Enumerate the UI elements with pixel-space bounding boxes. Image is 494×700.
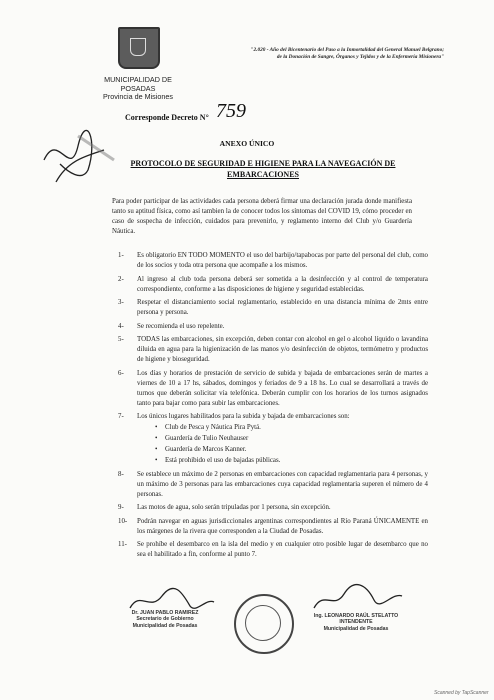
rule-item: [118, 369, 428, 409]
rule-number: 2-: [118, 275, 124, 283]
mayor-signature-block: [306, 613, 406, 632]
rule-number: 3-: [118, 299, 124, 306]
municipality-heading: [94, 76, 182, 102]
secretary-role: Secretario de Gobierno: [136, 616, 194, 623]
rule-number: 7-: [118, 413, 124, 420]
rule-number: 11-: [118, 541, 127, 548]
decree-label: Corresponde Decreto N°: [125, 113, 209, 122]
secretary-org: Municipalidad de Posadas: [132, 622, 198, 629]
rule-item: [118, 275, 428, 295]
intro-paragraph: Para poder participar de las actividades cada persona deberá firmar una declaración jurada donde manifiesta tanto su aptitud física, como así tambien la de conocer todos los síntomas del COVID 19, cómo proceder en caso de sospecha de infección, cuidados para prevenirlo, y reglamento interno del Club y/o Guardería Náutica.: [112, 198, 412, 235]
secretary-signature-block: [110, 610, 220, 629]
rules-list: [118, 251, 428, 564]
rule-text: Respetar el distanciamiento social reglamentario, establecido en una distancia mínima de 2mts entre persona y persona.: [137, 299, 428, 316]
year-motto-line-1: "2.020 - Año del Bicentenario del Paso a la Inmortalidad del General Manuel Belgrano;: [250, 47, 444, 53]
municipal-crest-icon: [118, 27, 160, 69]
rule-item: [118, 470, 428, 500]
rule-item: [118, 322, 428, 332]
rule-subitem: • Está prohibido el uso de bajadas públicas.: [155, 456, 428, 466]
scanner-footer-note: Scanned by TapScanner: [434, 690, 489, 696]
rule-item: [118, 335, 428, 365]
rule-text: Podrán navegar en aguas jurisdiccionales argentinas correspondientes al Río Paraná ÚNICAMENTE en los márgenes de la rivera que corresponden a la Ciudad de Posadas.: [137, 517, 428, 535]
protocol-title: PROTOCOLO DE SEGURIDAD E HIGIENE PARA LA NAVEGACIÓN DE EMBARCACIONES: [130, 159, 396, 179]
rule-text: Los días y horarios de prestación de servicio de subida y bajada de embarcaciones serán de martes a viernes de 10 a 17 hs, sábados, domingos y feriados de 9 a 18 hs. Lo cual se desarrollará a través de turnos que deberán solicitar vía telefónica. Deberán cumplir con los horarios de los turnos asignados tanto para bajar como para subir las embarcaciones.: [137, 369, 428, 407]
rule-number: 4-: [118, 322, 124, 330]
rule-number: 5-: [118, 336, 124, 343]
rule-item: [118, 251, 428, 271]
rule-number: 8-: [118, 470, 124, 478]
rule-text: Se prohíbe el desembarco en la isla del medio y en cualquier otro posible lugar de desembarco que no sea el habilitado a fin, conforme al punto 7.: [137, 541, 428, 558]
rule-text: Los únicos lugares habilitados para la subida y bajada de embarcaciones son:: [137, 413, 350, 420]
year-motto-line-2: de la Donación de Sangre, Órganos y Tejidos y de la Enfermería Misionera": [276, 54, 444, 60]
rule-text: Es obligatorio EN TODO MOMENTO el uso del barbijo/tapabocas por parte del personal del club, como de los socios y toda otra persona que acompañe a los mismos.: [137, 252, 428, 269]
rule-text: TODAS las embarcaciones, sin excepción, deben contar con alcohol en gel o alcohol líquido o lavandina diluida en agua para la higienización de las manos y/o desinfección de objetos, termómetro y productos de higiene y bioseguridad.: [137, 336, 428, 363]
mayor-role: INTENDENTE: [339, 619, 373, 626]
rule-item: [118, 517, 428, 537]
rule-number: 6-: [118, 369, 124, 377]
mayor-name: Ing. LEONARDO RAÚL STELATTO: [313, 613, 399, 619]
rule-item: [118, 412, 428, 466]
rule-text: Se establece un máximo de 2 personas en embarcaciones con capacidad reglamentaria para 4 personas, y un máximo de 3 personas para las embarcaciones cuya capacidad reglamentaria superen el número de 4 personas.: [137, 470, 428, 498]
rule-number: 9-: [118, 504, 124, 511]
rule-item: [118, 540, 428, 560]
rule-sublist: [155, 423, 428, 466]
rule-number: 1-: [118, 252, 124, 259]
municipality-name: MUNICIPALIDAD DE POSADAS: [104, 75, 172, 93]
year-motto: [194, 47, 444, 61]
rule-item: [118, 503, 428, 513]
rule-subitem: • Guardería de Tulio Neuhauser: [155, 434, 428, 444]
rule-text: Se recomienda el uso repelente.: [137, 322, 225, 330]
rule-number: 10-: [118, 517, 128, 525]
marginal-signature-stamp: [38, 120, 118, 190]
secretary-name: Dr. JUAN PABLO RAMIREZ: [131, 610, 199, 616]
mayor-signature: [306, 582, 406, 616]
decree-number: 759: [216, 100, 246, 122]
municipal-seal-icon: [234, 594, 294, 654]
rule-subitem: • Club de Pesca y Náutica Pira Pytá.: [155, 423, 428, 433]
rule-text: Al ingreso al club toda persona deberá ser sometida a la desinfección y al control de temperatura correspondiente, conforme a las disposiciones de higiene y seguridad establecidas.: [137, 275, 428, 293]
municipality-province: Provincia de Misiones: [103, 92, 173, 101]
mayor-org: Municipalidad de Posadas: [323, 625, 389, 632]
rule-item: [118, 298, 428, 318]
rule-subitem: • Guardería de Marcos Kanner.: [155, 445, 428, 455]
annex-heading: ANEXO ÚNICO: [219, 139, 275, 148]
rule-text: Las motos de agua, solo serán tripuladas por 1 persona, sin excepción.: [137, 504, 331, 511]
